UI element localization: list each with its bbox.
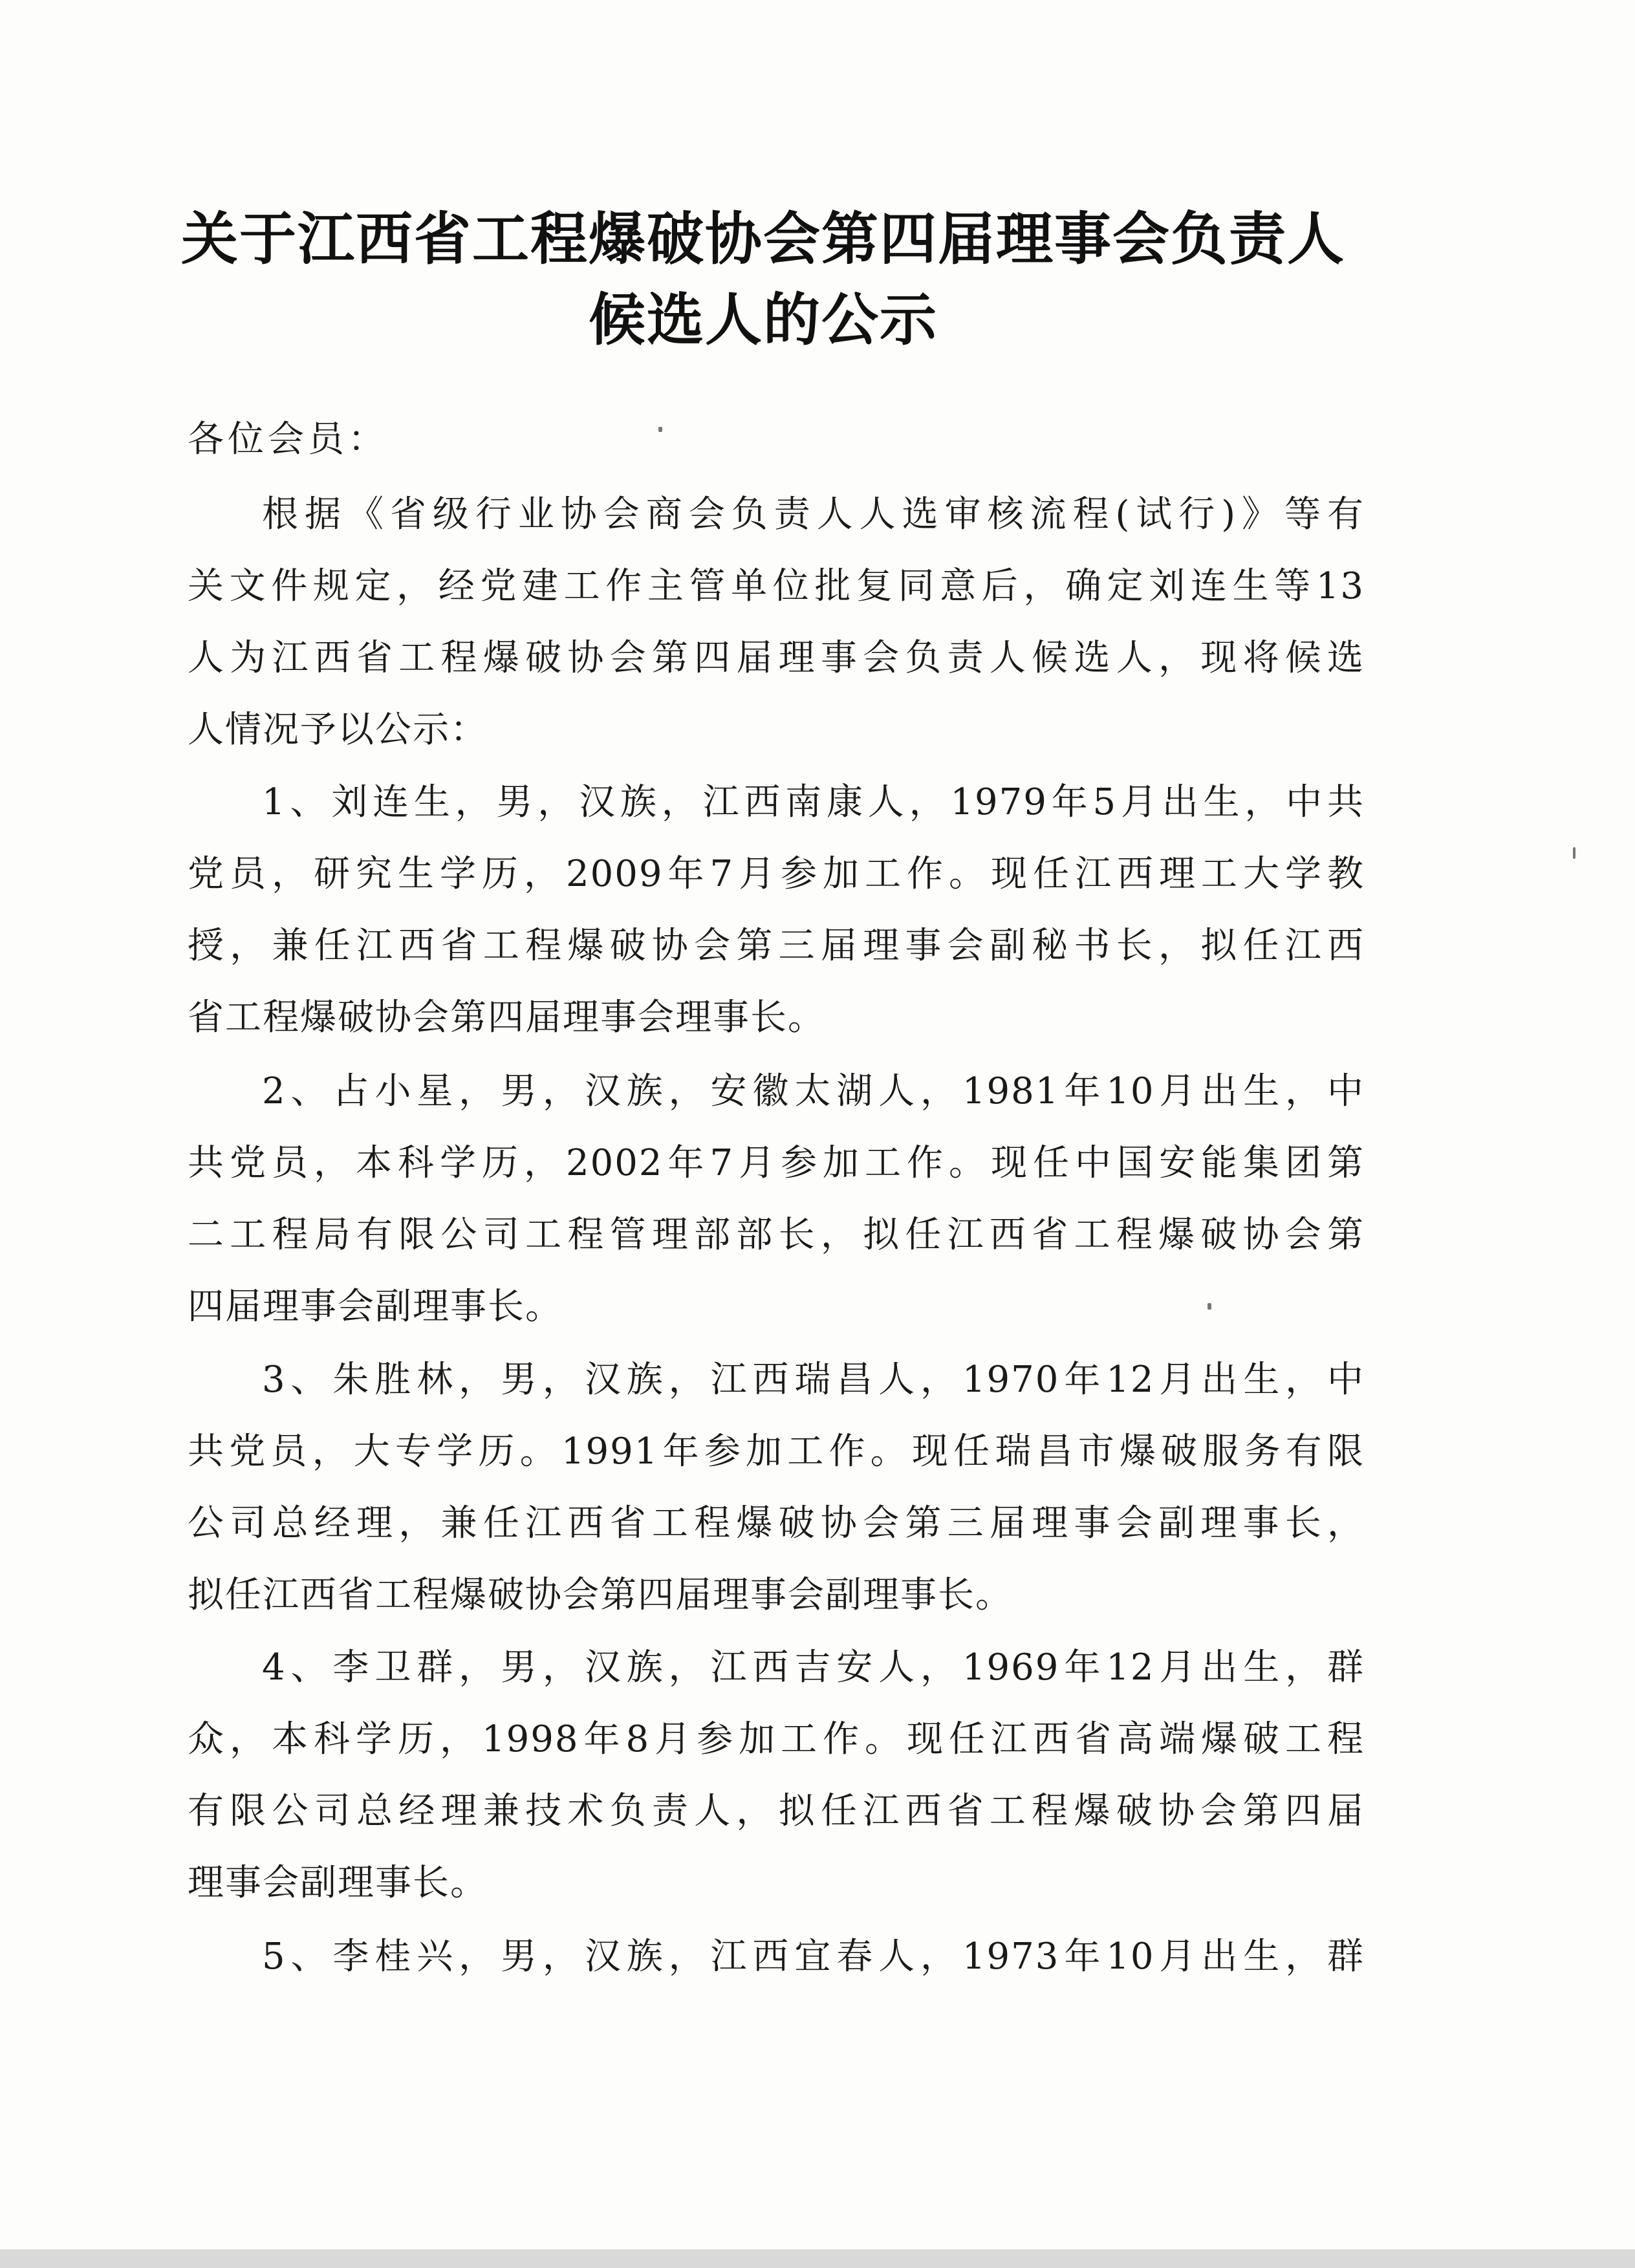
scan-speck bbox=[1573, 847, 1575, 859]
paragraph-intro bbox=[188, 479, 1365, 766]
text-line: 5、李桂兴，男，汉族，江西宜春人，1973年10月出生，群 bbox=[262, 1936, 1365, 1978]
text-line: 1、刘连生，男，汉族，江西南康人，1979年5月出生，中共 bbox=[262, 781, 1365, 823]
paragraph-candidate-5 bbox=[188, 1921, 1365, 1993]
paragraph-candidate-1 bbox=[188, 766, 1365, 1053]
paragraph-candidate-2 bbox=[188, 1055, 1365, 1343]
paragraph-candidate-3 bbox=[188, 1344, 1365, 1631]
text-line: 省工程爆破协会第四届理事会理事长。 bbox=[188, 997, 825, 1039]
text-line: 有限公司总经理兼技术负责人，拟任江西省工程爆破协会第四届 bbox=[188, 1790, 1365, 1832]
salutation: 各位会员： bbox=[188, 418, 388, 460]
text-line: 拟任江西省工程爆破协会第四届理事会副理事长。 bbox=[188, 1574, 1013, 1616]
text-line: 根据《省级行业协会商会负责人人选审核流程(试行)》等有 bbox=[262, 493, 1365, 535]
text-line: 3、朱胜林，男，汉族，江西瑞昌人，1970年12月出生，中 bbox=[262, 1359, 1365, 1401]
text-line: 4、李卫群，男，汉族，江西吉安人，1969年12月出生，群 bbox=[262, 1647, 1365, 1689]
text-line: 人为江西省工程爆破协会第四届理事会负责人候选人，现将候选 bbox=[188, 637, 1365, 679]
text-line: 关文件规定，经党建工作主管单位批复同意后，确定刘连生等13 bbox=[188, 565, 1365, 607]
text-line: 公司总经理，兼任江西省工程爆破协会第三届理事会副理事长， bbox=[188, 1502, 1365, 1544]
text-line: 共党员，大专学历。1991年参加工作。现任瑞昌市爆破服务有限 bbox=[188, 1431, 1365, 1473]
text-line: 共党员，本科学历，2002年7月参加工作。现任中国安能集团第 bbox=[188, 1142, 1365, 1184]
text-line: 四届理事会副理事长。 bbox=[188, 1286, 563, 1328]
paragraph-candidate-4 bbox=[188, 1632, 1365, 1919]
text-line: 理事会副理事长。 bbox=[188, 1862, 488, 1904]
document-title-line-2: 候选人的公示 bbox=[588, 286, 938, 353]
text-line: 2、占小星，男，汉族，安徽太湖人，1981年10月出生，中 bbox=[262, 1070, 1365, 1112]
text-line: 众，本科学历，1998年8月参加工作。现任江西省高端爆破工程 bbox=[188, 1718, 1365, 1760]
scan-speck bbox=[658, 427, 662, 432]
scan-speck bbox=[1207, 1303, 1211, 1310]
text-line: 人情况予以公示： bbox=[188, 709, 488, 751]
document-title-line-1: 关于江西省工程爆破协会第四届理事会负责人 bbox=[180, 206, 1345, 272]
text-line: 党员，研究生学历，2009年7月参加工作。现任江西理工大学教 bbox=[188, 853, 1365, 895]
scan-bottom-edge bbox=[0, 2249, 1635, 2268]
text-line: 授，兼任江西省工程爆破协会第三届理事会副秘书长，拟任江西 bbox=[188, 925, 1365, 967]
text-line: 二工程局有限公司工程管理部部长，拟任江西省工程爆破协会第 bbox=[188, 1214, 1365, 1256]
